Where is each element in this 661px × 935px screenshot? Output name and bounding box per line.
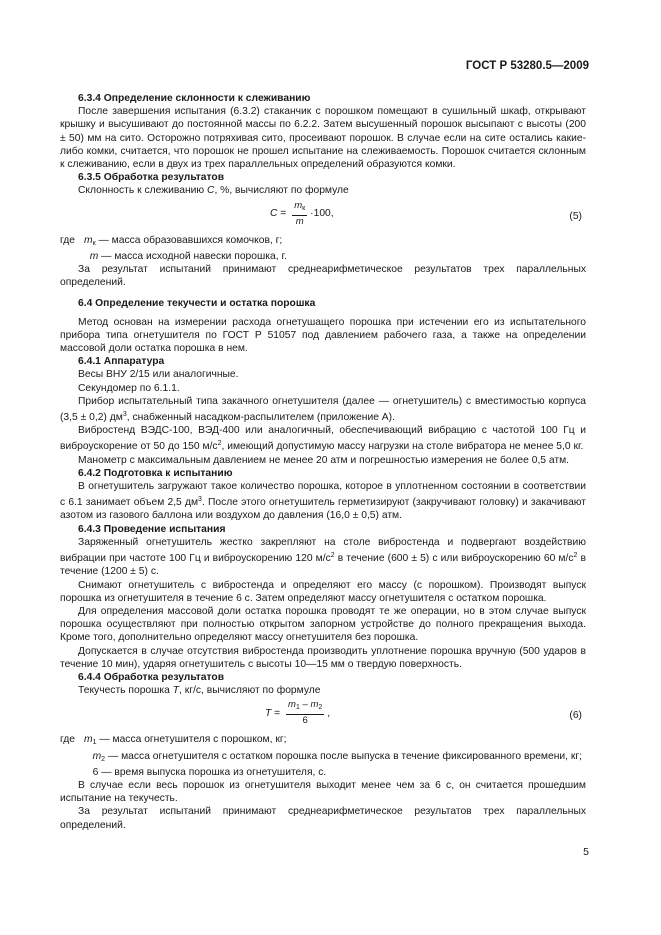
section-heading: 6.4.1 Аппаратура [78,356,165,368]
paragraph: В случае если весь порошок из огнетушителя выходит менее чем за 6 с, он считается прошедшим испытание на текучесть. [60,779,586,805]
paragraph: Прибор испытательный типа закачного огнетушителя (далее — огнетушитель) с вместимостью корпуса (3,5 ± 0,2) $дм^3$, снабженный насадком-распылителем (приложение А). [60,395,586,424]
paragraph: Допускается в случае отсутствия вибростенда производить уплотнение порошка вручную (500 ударов в течение 10 мин), ударяя огнетушитель с высоты 10—15 мм о твердую поверхность. [60,645,586,670]
page-body [60,92,586,832]
definition: где $m_1$ — масса огнетушителя с порошком, кг; [60,734,287,747]
section-heading: 6.4.3 Проведение испытания [78,523,226,535]
section-heading: 6.4.4 Обработка результатов [78,671,225,683]
paragraph: Снимают огнетушитель с вибростенда и определяют его массу (с порошком). Производят выпуск порошка из огнетушителя в течение 6 с. Затем определяют массу огнетушителя с остатком порошка. [60,579,586,604]
document-id: ГОСТ Р 53280.5—2009 [465,60,589,72]
paragraph: Метод основан на измерении расхода огнетушащего порошка при истечении его из испытательного прибора типа огнетушителя по ГОСТ Р 51057 под давлением рабочего газа, а также на определении массовой доли остатка порошка в нем. [60,316,586,355]
paragraph: За результат испытаний принимают среднеарифметическое результатов трех параллельных определений. [60,806,586,831]
formula-5: C = $\frac{m_к}{m}$ ·100, (5) [270,199,582,227]
paragraph: Вибростенд ВЭДС-100, ВЭД-400 или аналогичный, обеспечивающий вибрацию с частотой 100 Гц и виброускорение от 50 до 150 $м/с^2$, имеющий допустимую массу нагрузки на столе вибратора не менее 5,0 кг. [60,425,586,453]
paragraph: За результат испытаний принимают среднеарифметическое результатов трех параллельных определений. [60,264,586,289]
definition: где $m_к$ — масса образовавшихся комочков, г; [60,234,283,247]
section-heading: 6.4 Определение текучести и остатка порошка [78,298,316,310]
formula-6: T = $\frac{m_1 - m_2}{6}$ , (6) [265,699,582,727]
page-number: 5 [583,846,589,858]
paragraph: Секундомер по 6.1.1. [78,382,180,394]
paragraph: Заряженный огнетушитель жестко закрепляют на столе вибростенда и подвергают воздействию вибрации при частоте 100 Гц и виброускорению 120 $м/с^2$ в течение (600 ± 5) с или виброускорению 60 $м/с^2$ в течение (1200 ± 5) с. [60,536,586,578]
definition: m — масса исходной навески порошка, г. [89,250,287,262]
formula-number: (5) [569,210,582,222]
formula-number: (6) [569,710,582,722]
paragraph: Манометр с максимальным давлением не менее 20 атм и погрешностью измерения не более 0,5 атм. [78,454,570,466]
paragraph: Склонность к слеживанию С, %, вычисляют по формуле [78,185,349,197]
paragraph: Текучесть порошка T, кг/с, вычисляют по формуле [78,685,321,697]
section-heading: 6.4.2 Подготовка к испытанию [78,467,233,479]
definition: 6 — время выпуска порошка из огнетушителя, с. [92,766,327,778]
paragraph: Весы ВНУ 2/15 или аналогичные. [78,369,239,381]
paragraph: После завершения испытания (6.3.2) стаканчик с порошком помещают в сушильный шкаф, открывают крышку и высушивают до постоянной массы по 6.2.2. Затем высушенный порошок высыпают с высоты (200 ± 50) мм на сито. Осторожно потряхивая сито, просеивают порошок. В случае если на сите остались какие-либо комки, считается, что порошок не прошел испытание на слеживаемость. Порошок считается склонным к слеживанию, если в двух из трех параллельных определений образуются комки. [60,106,586,171]
section-heading: 6.3.5 Обработка результатов [78,172,225,184]
paragraph: В огнетушитель загружают такое количество порошка, которое в уплотненном состоянии в соответствии с 6.1 занимает объем 2,5 $дм^3$. После этого огнетушитель герметизируют (закручивают головку) и закачивают азотом из газового баллона или воздухом до давления (16,0 ± 0,5) атм. [60,481,587,522]
section-heading: 6.3.4 Определение склонности к слеживанию [78,93,311,104]
definition: $m_2$ — масса огнетушителя с остатком порошка после выпуска в течение фиксированного времени, кг; [92,750,583,763]
paragraph: Для определения массовой доли остатка порошка проводят те же операции, но в этом случае выпуск порошка осуществляют при полностью открытом запорном устройстве до полного прекращения выхода. Кроме того, дополнительно определяют массу огнетушителя без порошка. [60,605,586,644]
